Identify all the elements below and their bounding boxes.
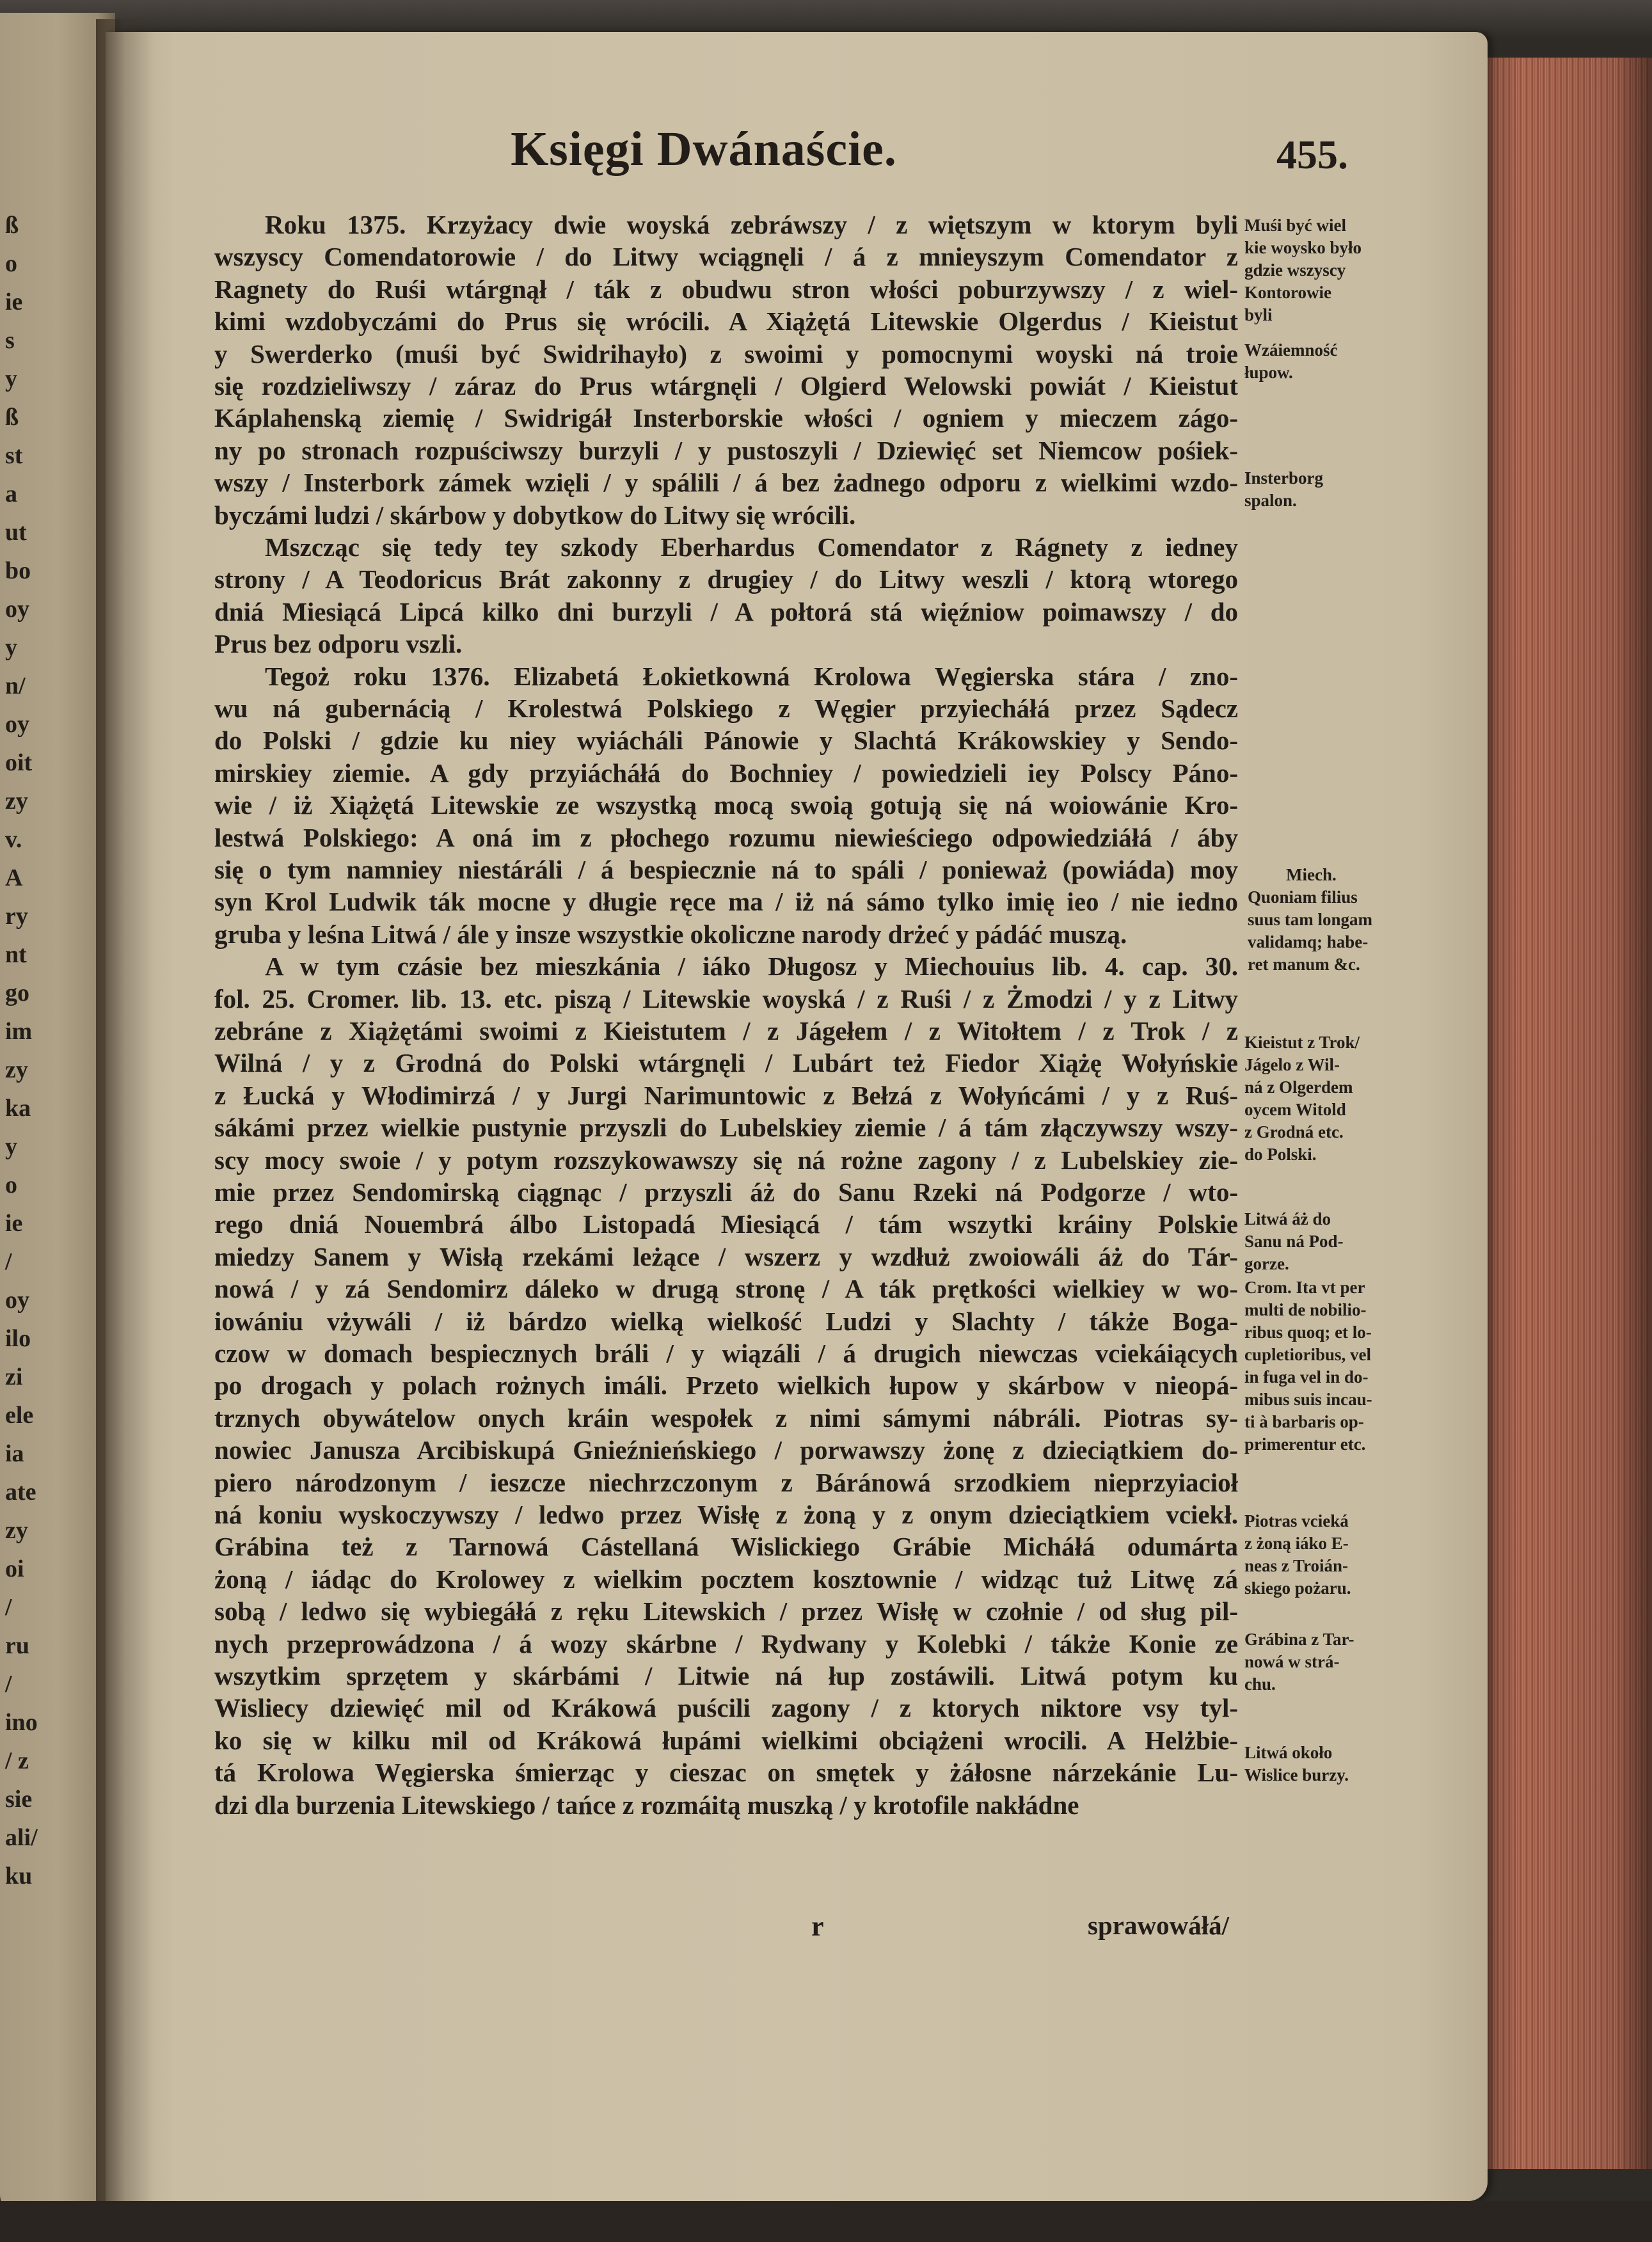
left-page-fragment: o: [5, 1172, 17, 1198]
text-line: nowá / y zá Sendomirz dáleko w drugą stronę / A ták prętkości wielkiey w wo-: [214, 1274, 1238, 1304]
text-line: tá Krolowa Węgierska śmierząc y cieszac on smętek y żáłosne nárzekánie Lu-: [214, 1758, 1238, 1788]
text-line: się o tym namniey niestáráli / á bespiecznie ná to spáli / ponieważ (powiáda) moy: [214, 855, 1238, 884]
text-line: iowániu vżywáli / iż bárdzo wielką wielkość Ludzi y Slachty / tákże Boga-: [214, 1306, 1238, 1336]
text-line: rego dniá Nouembrá álbo Listopadá Miesiącá / tám wszytki kráiny Polskie: [214, 1209, 1238, 1239]
text-line: Wilná / y z Grodná do Polski wtárgnęli / Lubárt też Fiedor Xiążę Wołyńskie: [214, 1048, 1238, 1078]
margin-note-line: gdzie wszyscy: [1244, 260, 1346, 280]
left-page-fragment: ate: [5, 1479, 36, 1506]
left-page-fragment: ino: [5, 1709, 38, 1736]
left-page-fragment: oy: [5, 596, 29, 623]
margin-note-line: Insterborg: [1244, 468, 1323, 488]
text-line: miedzy Sanem y Wisłą rzekámi leżące / wszerz y wzdłuż zwoiowáli áż do Tár-: [214, 1241, 1238, 1271]
left-page-fragment: ka: [5, 1095, 31, 1122]
text-line: wszytkim sprzętem y skárbámi / Litwie ná łup zostáwili. Litwá potym ku: [214, 1661, 1238, 1690]
left-page-fragment: nt: [5, 941, 27, 968]
text-line: y Swerderko (muśi być Swidrihayło) z swoimi y pomocnymi woyski ná troie: [214, 338, 1238, 369]
text-line: wszy / Insterbork zámek wzięli / y spálili / á bez żadnego odporu z wielkimi wzdo-: [214, 468, 1238, 498]
text-line: syn Krol Ludwik ták mocne y długie ręce ma / iż ná sámo tylko imię ieo / nie iedno: [214, 887, 1238, 917]
text-line: Káplahenską ziemię / Swidrigáł Insterborskie włości / ogniem y mieczem zágo-: [214, 403, 1238, 433]
margin-note: [1244, 467, 1323, 512]
margin-note-line: Kontorowie: [1244, 283, 1331, 302]
text-line: Ragnety do Ruśi wtárgnął / ták z obudwu stron włości poburzywszy / z wiel-: [214, 274, 1238, 304]
margin-note-line: kie woysko było: [1244, 238, 1362, 257]
left-page-fragment: ru: [5, 1632, 29, 1659]
margin-note-line: multi de nobilio-: [1244, 1300, 1367, 1319]
text-line: Prus bez odporu vszli.: [214, 629, 463, 659]
text-line: z Łucká y Włodimirzá / y Jurgi Narimuntowic z Bełzá z Wołyńcámi / y z Ruś-: [214, 1080, 1238, 1110]
margin-note-line: Crom. Ita vt per: [1244, 1278, 1365, 1297]
text-line: Roku 1375. Krzyżacy dwie woyská zebráwszy / z więtszym w ktorym byli: [265, 210, 1238, 239]
text-line: dzi dla burzenia Litewskiego / tańce z rozmáitą muszką / y krotofile nakłádne: [214, 1790, 1079, 1820]
left-page-fragment: ie: [5, 289, 23, 315]
text-line: wie / iż Xiążętá Litewskie ze wszystką mocą swoią gotują się ná woiowánie Kro-: [214, 790, 1238, 820]
margin-note-line: skiego pożaru.: [1244, 1578, 1351, 1598]
margin-note-line: Litwá około: [1244, 1743, 1333, 1762]
left-page-fragment: go: [5, 980, 29, 1006]
left-page-fragment: ß: [5, 212, 19, 239]
margin-note: [1244, 1628, 1354, 1696]
left-page-fragment: ry: [5, 903, 28, 930]
left-page-fragment: oi: [5, 1555, 24, 1582]
left-page-fragment: o: [5, 250, 17, 277]
margin-note-line: Wzáiemność: [1244, 340, 1338, 360]
text-line: strony / A Teodoricus Brát zakonny z drugiey / do Litwy weszli / ktorą wtorego: [214, 564, 1238, 594]
text-line: nowiec Janusza Arcibiskupá Gnieźnieńskiego / porwawszy żonę z dzieciątkiem do-: [214, 1435, 1238, 1465]
margin-note-line: Jágelo z Wil-: [1244, 1055, 1340, 1074]
left-page-fragment: A: [5, 864, 23, 891]
left-page-fragment: st: [5, 442, 23, 469]
margin-note-line: chu.: [1244, 1674, 1276, 1694]
text-line: dniá Miesiącá Lipcá kilko dni burzyli / A połtorá stá więźniow poimawszy / do: [214, 596, 1238, 626]
margin-note-line: validamq; habe-: [1248, 932, 1369, 951]
left-page-fragment: zy: [5, 1056, 28, 1083]
margin-note-line: mibus suis incau-: [1244, 1390, 1372, 1409]
text-line: wszyscy Comendatorowie / do Litwy wciągnęli / á z mnieyszym Comendator z: [214, 242, 1238, 272]
text-line: Wisliecy dziewięć mil od Krákowá puścili zagony / z ktorych niktore vsy tyl-: [214, 1693, 1238, 1723]
margin-note-line: Kieistut z Trok/: [1244, 1033, 1360, 1052]
left-page-fragment: /: [5, 1594, 12, 1621]
margin-note-line: neas z Troián-: [1244, 1556, 1349, 1575]
running-title: Księgi Dwánaście.: [511, 122, 897, 176]
text-line: trznych obywátelow onych kráin wespołek z nimi sámymi nábráli. Piotras sy-: [214, 1403, 1238, 1433]
left-page-fragment: ku: [5, 1863, 33, 1889]
text-line: po drogach y polach rożnych imáli. Przeto wielkich łupow y skárbow v nieopá-: [214, 1371, 1238, 1401]
margin-note-line: primerentur etc.: [1244, 1435, 1366, 1454]
text-line: wu ná gubernácią / Krolestwá Polskiego z Węgier przyiecháłá przez Sądecz: [214, 694, 1238, 723]
left-page-fragment: oy: [5, 711, 29, 738]
left-page-fragment: ut: [5, 519, 27, 546]
text-line: sákámi przez wielkie pustynie przyszli do Lubelskiey ziemie / á tám złączywszy wszy-: [214, 1113, 1238, 1143]
margin-note-line: gorze.: [1244, 1254, 1289, 1273]
margin-note-line: z Grodná etc.: [1244, 1122, 1344, 1141]
left-page-fragment: oy: [5, 1287, 29, 1314]
margin-note-line: suus tam longam: [1248, 910, 1373, 929]
text-line: piero národzonym / ieszcze niechrzczonym z Báránowá srzodkiem nieprzyiacioł: [214, 1467, 1238, 1497]
text-line: się rozdzieliwszy / záraz do Prus wtárgnęli / Olgierd Welowski powiát / Kieistut: [214, 371, 1238, 401]
book-binding-bottom: [0, 2201, 1652, 2242]
margin-note-line: Miech.: [1286, 865, 1337, 884]
left-page-fragment: /: [5, 1671, 12, 1697]
text-line: Mszcząc się tedy tey szkody Eberhardus Comendator z Rágnety z iedney: [265, 532, 1238, 562]
page-edges-shade: [1465, 58, 1652, 2169]
margin-note: [1244, 1510, 1351, 1600]
catchword: sprawowáłá/: [1088, 1911, 1229, 1940]
margin-note-line: do Polski.: [1244, 1145, 1317, 1164]
text-line: sobą / ledwo się wybiegáłá z ręku Litewskich / przez Wisłę w czołnie / od sług pil-: [214, 1596, 1238, 1626]
margin-note-line: nowá w strá-: [1244, 1652, 1340, 1671]
left-page-fragment: v.: [5, 826, 22, 853]
margin-note-line: Piotras vcieká: [1244, 1511, 1349, 1530]
left-page-fragment: ß: [5, 404, 19, 431]
text-line: zebráne z Xiążętámi swoimi z Kieistutem / z Jágełem / z Witołtem / z Trok / z: [214, 1016, 1238, 1045]
margin-note-line: Grábina z Tar-: [1244, 1630, 1354, 1649]
left-page-fragment: sie: [5, 1786, 33, 1813]
left-page-fragment: ali/: [5, 1824, 38, 1851]
left-page-fragment: ilo: [5, 1325, 31, 1352]
text-line: do Polski / gdzie ku niey wyiácháli Pánowie y Slachtá Krákowskiey y Sendo-: [214, 726, 1238, 756]
left-page-fragment: ia: [5, 1440, 24, 1467]
text-line: Tegoż roku 1376. Elizabetá Łokietkowná Krolowa Węgierska stára / zno-: [265, 661, 1238, 691]
margin-note-line: łupow.: [1244, 363, 1293, 382]
left-page-fragment: y: [5, 634, 17, 661]
text-line: kimi wzdobyczámi do Prus się wrócili. A Xiążętá Litewskie Olgerdus / Kieistut: [214, 306, 1238, 337]
left-page-fragment: ie: [5, 1210, 23, 1237]
margin-note-line: in fuga vel in do-: [1244, 1367, 1369, 1387]
left-page-fragment: zy: [5, 788, 28, 815]
text-line: ko się w kilku mil od Krákowá łupámi wielkimi obciążeni wrocili. A Helżbie-: [214, 1725, 1238, 1755]
margin-note-line: spalon.: [1244, 491, 1297, 510]
left-page-fragment: zi: [5, 1363, 23, 1390]
left-page-fragment: s: [5, 327, 15, 354]
text-line: Grábina też z Tarnowá Cástellaná Wislickiego Grábie Micháłá odumárta: [214, 1532, 1238, 1562]
text-line: ny po stronach rozpuściwszy burzyli / y pustoszyli / Dziewięć set Niemcow pośiek-: [214, 435, 1238, 465]
left-page-fragment: n/: [5, 672, 26, 699]
page-number: 455.: [1276, 132, 1348, 177]
left-page-fragment: / z: [5, 1747, 29, 1774]
left-page-fragment: /: [5, 1248, 12, 1275]
margin-note-line: oycem Witold: [1244, 1100, 1346, 1119]
text-line: mirskiey ziemie. A gdy przyiácháłá do Bochniey / powiedzieli iey Polscy Páno-: [214, 758, 1238, 788]
text-line: A w tym czásie bez mieszkánia / iáko Długosz y Miechouius lib. 4. cap. 30.: [265, 951, 1238, 982]
margin-note: [1248, 864, 1372, 976]
margin-note-line: Quoniam filius: [1248, 887, 1358, 907]
left-page-fragment: bo: [5, 557, 31, 584]
margin-note: [1244, 1208, 1344, 1275]
left-page-fragment: a: [5, 481, 17, 507]
margin-note: [1244, 1276, 1372, 1456]
text-line: ná koniu wyskoczywszy / ledwo przez Wisłę z żoną y z onym dzieciątkiem vciekł.: [214, 1500, 1238, 1529]
margin-note: [1244, 1742, 1349, 1786]
margin-note-line: z żoną iáko E-: [1244, 1534, 1349, 1553]
margin-note-line: ti à barbaris op-: [1244, 1412, 1364, 1431]
text-line: gruba y leśna Litwá / ále y insze wszystkie okoliczne narody drżeć y pádáć muszą.: [214, 919, 1127, 949]
margin-note-line: Muśi być wiel: [1244, 216, 1346, 235]
margin-note-line: ribus quoq; et lo-: [1244, 1323, 1372, 1342]
left-page-fragment: oit: [5, 749, 33, 776]
left-page-fragment: ele: [5, 1402, 34, 1429]
left-page-fragment: im: [5, 1018, 33, 1045]
text-line: scy mocy swoie / y potym rozszykowawszy się ná rożne zagony / z Lubelskiey zie-: [214, 1145, 1238, 1175]
margin-note: [1244, 214, 1362, 326]
margin-note-line: Wislice burzy.: [1244, 1765, 1349, 1785]
margin-note-line: cupletioribus, vel: [1244, 1345, 1372, 1364]
margin-note-line: Litwá áż do: [1244, 1209, 1331, 1228]
left-page-fragment: y: [5, 1133, 17, 1160]
text-line: nych przeprowádzona / á wozy skárbne / Rydwany y Kolebki / tákże Konie ze: [214, 1628, 1238, 1658]
margin-note: [1244, 339, 1337, 384]
book-gutter: [96, 19, 154, 2214]
margin-note-line: Sanu ná Pod-: [1244, 1232, 1344, 1251]
margin-note: [1244, 1031, 1360, 1166]
margin-note-line: ná z Olgerdem: [1244, 1077, 1353, 1097]
margin-note-line: ret manum &c.: [1248, 955, 1360, 974]
left-page-fragment: zy: [5, 1517, 28, 1544]
text-line: byczámi ludzi / skárbow y dobytkow do Litwy się wrócili.: [214, 500, 856, 530]
margin-note-line: byli: [1244, 305, 1273, 324]
text-line: mie przez Sendomirską ciągnąc / przyszli áż do Sanu Rzeki ná Podgorze / wto-: [214, 1177, 1238, 1207]
text-line: żoną / iádąc do Krolowey z wielkim pocztem kosztownie / widząc tuż Litwę zá: [214, 1564, 1238, 1594]
text-line: fol. 25. Cromer. lib. 13. etc. piszą / Litewskie woyská / z Ruśi / z Żmodzi / y z Litwy: [214, 983, 1238, 1014]
signature-mark: r: [811, 1911, 824, 1942]
text-line: czow w domach bespiecznych bráli / y wiązáli / á drugich niewczas vciekáiących: [214, 1339, 1238, 1368]
text-line: lestwá Polskiego: A oná im z płochego rozumu niewieściego odpowiedziáłá / áby: [214, 822, 1238, 852]
left-page-fragment: y: [5, 365, 17, 392]
